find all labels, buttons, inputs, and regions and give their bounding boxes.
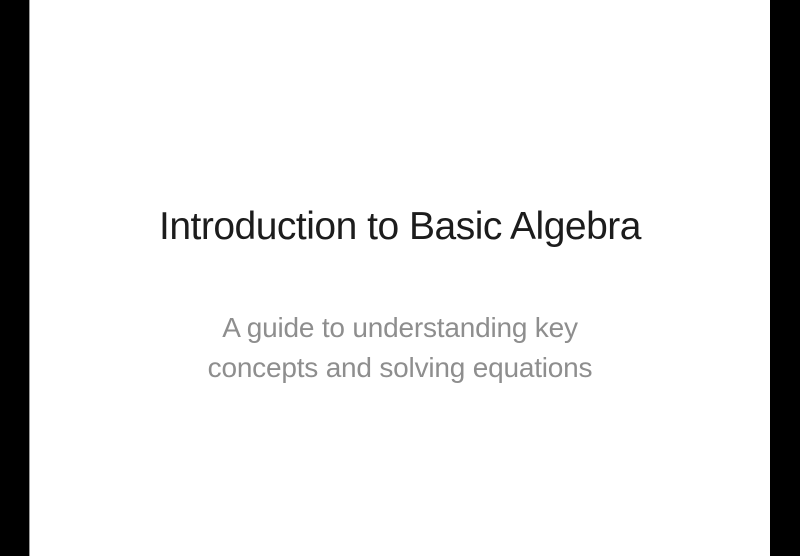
letterbox-left (0, 0, 29, 556)
slide-subtitle (30, 308, 770, 388)
letterbox-right (770, 0, 800, 556)
slide-subtitle-line-1: A guide to understanding key (222, 312, 578, 343)
slide-canvas[interactable] (29, 0, 771, 556)
slide-title: Introduction to Basic Algebra (159, 205, 641, 248)
slide-subtitle-line-2: concepts and solving equations (207, 352, 593, 383)
